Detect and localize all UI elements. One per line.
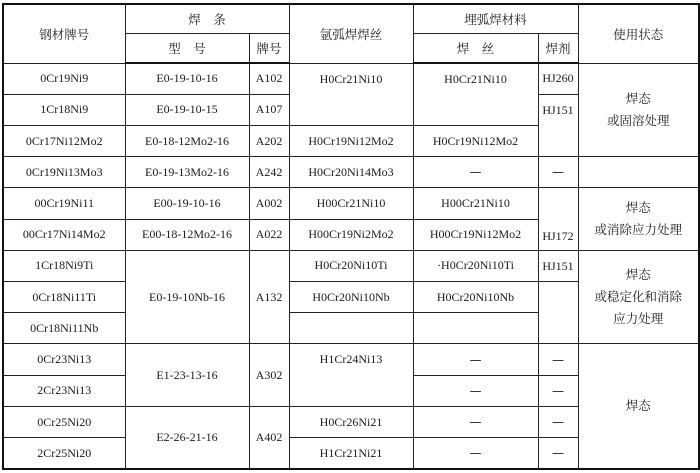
electrode-brand: A107 bbox=[249, 94, 289, 125]
argon-wire: H00Cr21Ni10 bbox=[289, 188, 413, 219]
argon-wire: H0Cr19Ni12Mo2 bbox=[289, 125, 413, 156]
argon-wire: H0Cr20Ni14Mo3 bbox=[289, 157, 413, 188]
header-electrode: 焊 条 bbox=[125, 4, 289, 33]
steel-grade: 0Cr19Ni9 bbox=[3, 63, 125, 94]
saw-wire: — bbox=[413, 406, 538, 437]
saw-flux: — bbox=[538, 157, 578, 188]
argon-wire: H1Cr21Ni21 bbox=[289, 438, 413, 469]
steel-grade: 0Cr23Ni13 bbox=[3, 344, 125, 375]
saw-flux: HJ260 bbox=[538, 63, 578, 94]
argon-wire-empty bbox=[289, 313, 413, 344]
electrode-type: E1-23-13-16 bbox=[125, 344, 249, 406]
argon-wire: H00Cr19Ni2Mo2 bbox=[289, 219, 413, 250]
header-saw-wire: 焊 丝 bbox=[413, 33, 538, 63]
condition-cell bbox=[578, 63, 699, 157]
header-argon-wire: 氩弧焊焊丝 bbox=[289, 4, 413, 63]
saw-wire: ·H0Cr20Ni10Ti bbox=[413, 250, 538, 281]
electrode-brand: A242 bbox=[249, 157, 289, 188]
electrode-brand: A202 bbox=[249, 125, 289, 156]
electrode-brand: A402 bbox=[249, 406, 289, 469]
argon-wire: H0Cr20Ni10Ti bbox=[289, 250, 413, 281]
steel-grade: 2Cr23Ni13 bbox=[3, 375, 125, 406]
electrode-type: E0-19-13Mo2-16 bbox=[125, 157, 249, 188]
condition-cell bbox=[578, 250, 699, 344]
saw-flux: — bbox=[538, 375, 578, 406]
steel-grade: 00Cr19Ni11 bbox=[3, 188, 125, 219]
saw-flux: — bbox=[538, 438, 578, 469]
condition-line: 或稳定化和消除 bbox=[594, 289, 683, 305]
electrode-brand: A022 bbox=[249, 219, 289, 250]
saw-wire: — bbox=[413, 375, 538, 406]
condition-line: 应力处理 bbox=[613, 311, 664, 327]
argon-wire: H0Cr26Ni21 bbox=[289, 406, 413, 437]
condition-line: 或固溶处理 bbox=[607, 112, 670, 128]
saw-wire: H0Cr19Ni12Mo2 bbox=[413, 125, 538, 156]
electrode-type: E00-19-10-16 bbox=[125, 188, 249, 219]
saw-flux: — bbox=[538, 406, 578, 437]
saw-flux: HJ151 bbox=[538, 94, 578, 156]
electrode-brand: A132 bbox=[249, 250, 289, 344]
condition-line: 或消除应力处理 bbox=[594, 222, 683, 238]
argon-wire: H0Cr20Ni10Nb bbox=[289, 282, 413, 313]
steel-grade: 0Cr25Ni20 bbox=[3, 406, 125, 437]
steel-grade: 2Cr25Ni20 bbox=[3, 438, 125, 469]
condition-cell-empty bbox=[578, 157, 699, 188]
header-steel-grade: 钢材牌号 bbox=[3, 4, 125, 63]
steel-grade: 1Cr18Ni9Ti bbox=[3, 250, 125, 281]
header-electrode-brand: 牌号 bbox=[249, 33, 289, 63]
argon-wire: H1Cr24Ni13 bbox=[289, 344, 413, 406]
electrode-type: E0-19-10-16 bbox=[125, 63, 249, 94]
saw-wire: H00Cr21Ni10 bbox=[413, 188, 538, 219]
saw-wire: — bbox=[413, 344, 538, 375]
condition-line: 焊态 bbox=[625, 90, 651, 106]
electrode-brand: A302 bbox=[249, 344, 289, 406]
condition-line: 焊态 bbox=[625, 267, 651, 283]
saw-flux: HJ172 bbox=[538, 188, 578, 250]
argon-wire: H0Cr21Ni10 bbox=[289, 63, 413, 125]
saw-flux-empty bbox=[538, 282, 578, 344]
welding-materials-table bbox=[2, 3, 700, 470]
electrode-type: E00-18-12Mo2-16 bbox=[125, 219, 249, 250]
saw-wire: H00Cr19Ni12Mo2 bbox=[413, 219, 538, 250]
saw-wire: — bbox=[413, 438, 538, 469]
steel-grade: 0Cr19Ni13Mo3 bbox=[3, 157, 125, 188]
steel-grade: 00Cr17Ni14Mo2 bbox=[3, 219, 125, 250]
electrode-type: E0-19-10Nb-16 bbox=[125, 250, 249, 344]
condition-cell bbox=[578, 344, 699, 469]
electrode-brand: A002 bbox=[249, 188, 289, 219]
steel-grade: 0Cr18Ni11Ti bbox=[3, 282, 125, 313]
saw-wire: — bbox=[413, 157, 538, 188]
condition-line: 焊态 bbox=[625, 200, 651, 216]
electrode-type: E2-26-21-16 bbox=[125, 406, 249, 469]
header-electrode-type: 型 号 bbox=[125, 33, 249, 63]
electrode-brand: A102 bbox=[249, 63, 289, 94]
condition-line: 焊态 bbox=[625, 398, 651, 414]
steel-grade: 1Cr18Ni9 bbox=[3, 94, 125, 125]
steel-grade: 0Cr18Ni11Nb bbox=[3, 313, 125, 344]
saw-flux: — bbox=[538, 344, 578, 375]
electrode-type: E0-18-12Mo2-16 bbox=[125, 125, 249, 156]
header-saw-flux: 焊剂 bbox=[538, 33, 578, 63]
saw-wire-empty bbox=[413, 313, 538, 344]
saw-flux: HJ151 bbox=[538, 250, 578, 281]
steel-grade: 0Cr17Ni12Mo2 bbox=[3, 125, 125, 156]
header-condition: 使用状态 bbox=[578, 4, 699, 63]
electrode-type: E0-19-10-15 bbox=[125, 94, 249, 125]
saw-wire: H0Cr21Ni10 bbox=[413, 63, 538, 125]
saw-wire: H0Cr20Ni10Nb bbox=[413, 282, 538, 313]
condition-cell bbox=[578, 188, 699, 250]
header-submerged-arc: 埋弧焊材料 bbox=[413, 4, 578, 33]
